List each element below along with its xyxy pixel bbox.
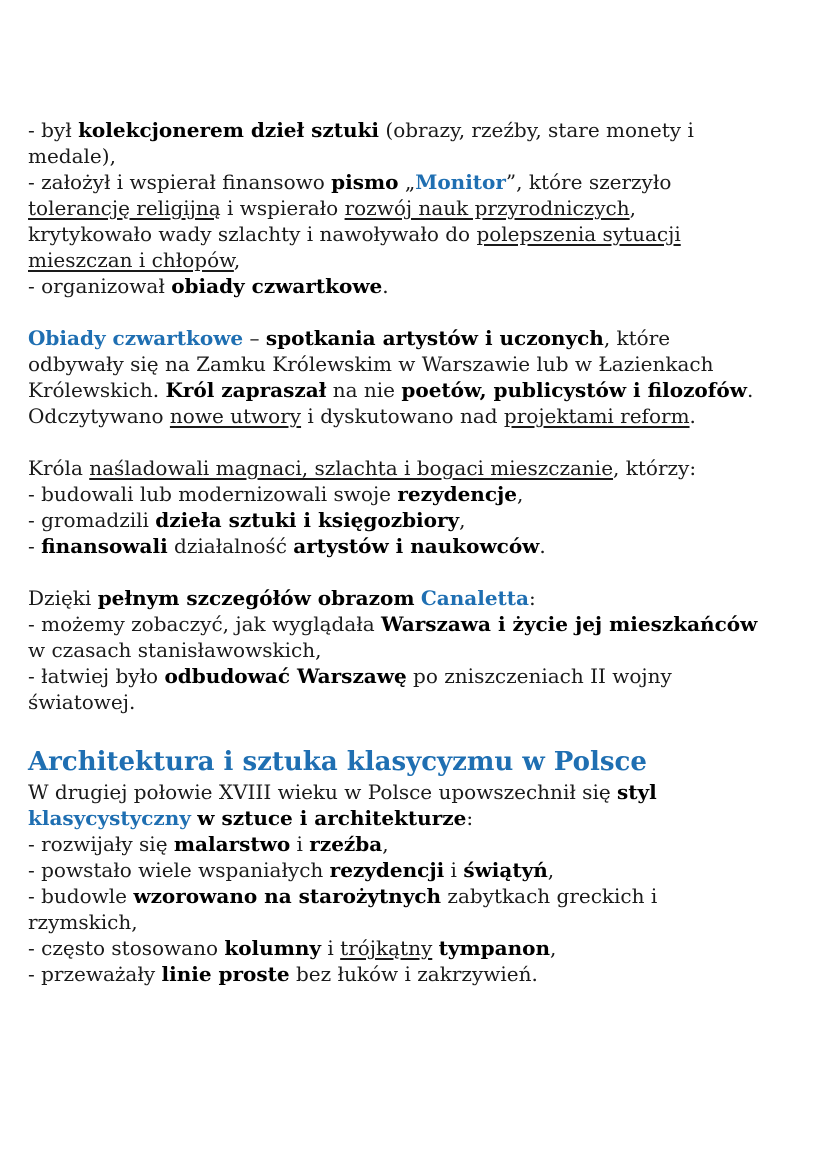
text: - często stosowano (28, 936, 225, 960)
bold-text: rzeźba (309, 832, 383, 856)
bold-text: rezydencji (329, 858, 445, 882)
text-line (28, 481, 808, 507)
text: Odczytywano (28, 404, 170, 428)
underlined-text: tolerancję religijną (28, 196, 221, 220)
text: Dzięki (28, 586, 98, 610)
text: , które (603, 326, 671, 350)
section-imitators (28, 455, 808, 559)
text: , (459, 508, 466, 532)
text: , (547, 858, 555, 882)
text-line (28, 195, 808, 221)
text: światowej. (28, 690, 136, 714)
underlined-text: polepszenia sytuacji (476, 222, 681, 246)
text-line (28, 533, 808, 559)
highlight-term: Canaletta (420, 586, 529, 610)
text: i dyskutowano nad (301, 404, 504, 428)
bold-text: pełnym szczegółów obrazom (97, 586, 415, 610)
text-line (28, 689, 808, 715)
bold-text: Król zapraszał (165, 378, 327, 402)
bold-text: odbudować Warszawę (164, 664, 407, 688)
bold-text: styl (617, 780, 657, 804)
bold-text: malarstwo (173, 832, 291, 856)
text: i wspierało (220, 196, 345, 220)
highlight-term: Obiady czwartkowe (28, 326, 244, 350)
text-line (28, 221, 808, 247)
highlight-term: klasycystyczny (28, 806, 191, 830)
text: i (321, 936, 341, 960)
text: W drugiej połowie XVIII wieku w Polsce upowszechnił się (28, 780, 618, 804)
bold-text: dzieła sztuki i księgozbiory (155, 508, 460, 532)
bold-text: w sztuce i architekturze (197, 806, 467, 830)
underlined-text: projektami reform (503, 404, 690, 428)
text: - możemy zobaczyć, jak wyglądała (28, 612, 382, 636)
text-line (28, 935, 808, 961)
bold-text: kolekcjonerem dzieł sztuki (78, 118, 380, 142)
text: ”, które szerzyło (505, 170, 672, 194)
bold-text: Warszawa i życie jej mieszkańców (381, 612, 758, 636)
text: – (243, 326, 266, 350)
bold-text: linie proste (161, 962, 290, 986)
text: odbywały się na Zamku Królewskim w Warszawie lub w Łazienkach (28, 352, 714, 376)
text: bez łuków i zakrzywień. (289, 962, 538, 986)
text-line (28, 585, 808, 611)
text-line (28, 857, 808, 883)
text-line (28, 779, 808, 805)
underlined-text: trójkątny (340, 936, 433, 960)
text: na nie (326, 378, 402, 402)
bold-text: obiady czwartkowe (171, 274, 383, 298)
text: w czasach stanisławowskich, (28, 638, 322, 662)
text: - organizował (28, 274, 172, 298)
text: : (466, 806, 474, 830)
text-line (28, 169, 808, 195)
text: medale), (28, 144, 116, 168)
text: - (28, 534, 42, 558)
text: po zniszczeniach II wojny (406, 664, 672, 688)
text-line (28, 805, 808, 831)
text: - powstało wiele wspaniałych (28, 858, 330, 882)
text: - budowali lub modernizowali swoje (28, 482, 398, 506)
bold-text: wzorowano na starożytnych (133, 884, 442, 908)
text: - rozwijały się (28, 832, 174, 856)
text: działalność (167, 534, 294, 558)
spacer (28, 715, 808, 745)
section-canaletto (28, 585, 808, 715)
text-line (28, 377, 808, 403)
text: . (539, 534, 546, 558)
text: i (290, 832, 310, 856)
text-line (28, 325, 808, 351)
spacer (28, 559, 808, 585)
text: , (233, 248, 241, 272)
underlined-text: mieszczan i chłopów (28, 248, 234, 272)
spacer (28, 429, 808, 455)
text: , (382, 832, 389, 856)
text: - budowle (28, 884, 134, 908)
text: (obrazy, rzeźby, stare monety i (379, 118, 694, 142)
spacer (28, 299, 808, 325)
text: - przeważały (28, 962, 162, 986)
text: Królewskich. (28, 378, 166, 402)
bold-text: finansowali (41, 534, 168, 558)
text-line (28, 273, 808, 299)
bold-text: tympanon (438, 936, 551, 960)
text: , (517, 482, 524, 506)
text: - gromadzili (28, 508, 156, 532)
text-line (28, 883, 808, 909)
underlined-text: nowe utwory (169, 404, 302, 428)
text-line (28, 637, 808, 663)
text: , którzy: (613, 456, 697, 480)
text: Króla (28, 456, 90, 480)
text-line (28, 247, 808, 273)
underlined-text: rozwój nauk przyrodniczych (344, 196, 630, 220)
bold-text: rezydencje (397, 482, 517, 506)
document-page (28, 117, 808, 987)
text: . (382, 274, 389, 298)
highlight-term: Monitor (415, 170, 506, 194)
text-line (28, 351, 808, 377)
underlined-text: naśladowali magnaci, szlachta i bogaci mieszczanie (89, 456, 614, 480)
section-thursday-dinners (28, 325, 808, 429)
bold-text: świątyń (463, 858, 548, 882)
text: krytykowało wady szlachty i nawoływało do (28, 222, 477, 246)
text: . (746, 378, 754, 402)
bold-text: poetów, publicystów i filozofów (401, 378, 747, 402)
section-king-activities (28, 117, 808, 299)
text: . (689, 404, 696, 428)
text: - łatwiej było (28, 664, 165, 688)
bold-text: artystów i naukowców (293, 534, 540, 558)
text: - założył i wspierał finansowo (28, 170, 332, 194)
text: rzymskich, (28, 910, 138, 934)
text: i (444, 858, 464, 882)
bold-text: spotkania artystów i uczonych (265, 326, 604, 350)
text-line (28, 117, 808, 143)
text: , (550, 936, 557, 960)
text-line (28, 611, 808, 637)
text: : (528, 586, 536, 610)
text-line (28, 507, 808, 533)
text-line (28, 961, 808, 987)
text: - był (28, 118, 79, 142)
text-line (28, 143, 808, 169)
text: , (629, 196, 636, 220)
text: zabytkach greckich i (441, 884, 658, 908)
section-heading: Architektura i sztuka klasycyzmu w Polsce (28, 747, 647, 777)
section-classicism (28, 745, 808, 987)
text-line (28, 663, 808, 689)
bold-text: kolumny (224, 936, 322, 960)
text: „ (398, 170, 416, 194)
text-line (28, 403, 808, 429)
bold-text: pismo (331, 170, 399, 194)
text-line (28, 455, 808, 481)
text-line (28, 909, 808, 935)
text-line (28, 831, 808, 857)
